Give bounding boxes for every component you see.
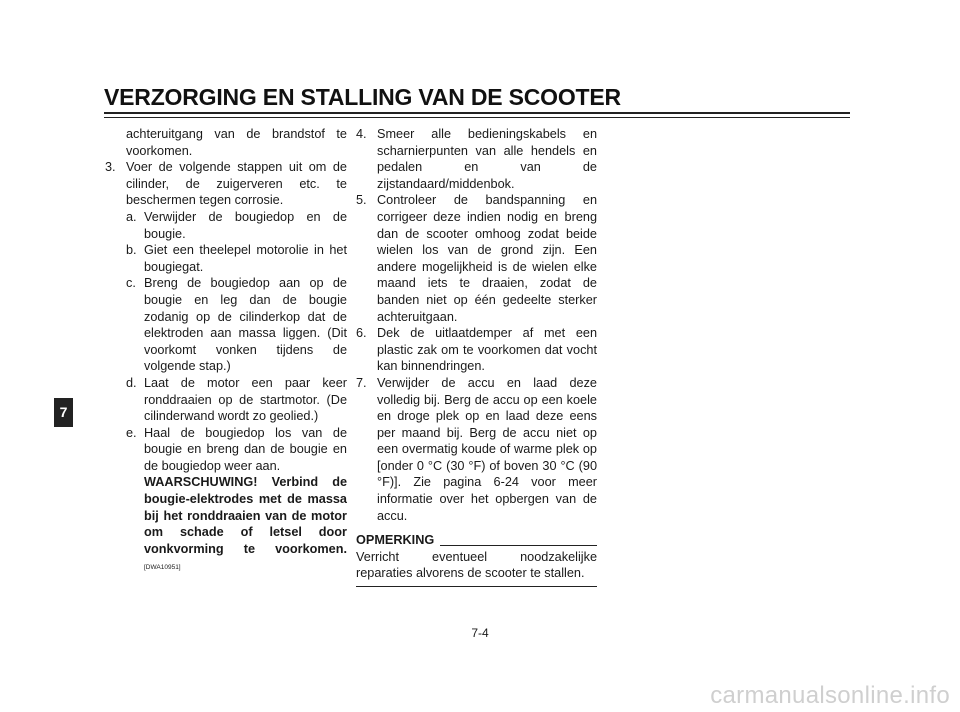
step-3 bbox=[105, 159, 347, 209]
substep-label: b. bbox=[126, 243, 137, 258]
substep-label: a. bbox=[126, 209, 137, 224]
substep-label: e. bbox=[126, 425, 137, 440]
page-number: 7-4 bbox=[471, 626, 489, 640]
step-number: 4. bbox=[356, 127, 367, 141]
chapter-tab: 7 bbox=[54, 398, 73, 427]
header-rule-thick bbox=[104, 112, 850, 114]
warning-block bbox=[105, 474, 347, 577]
step-7 bbox=[356, 375, 597, 524]
page-title: VERZORGING EN STALLING VAN DE SCOOTER bbox=[104, 84, 621, 110]
step-5 bbox=[356, 192, 597, 325]
left-column bbox=[105, 126, 347, 577]
step-number: 5. bbox=[356, 193, 367, 208]
substep-a bbox=[105, 209, 347, 242]
substep-text: Laat de motor een paar keer ronddraaien op de startmotor. (De cilinderwand wordt zo geolied.) bbox=[144, 375, 347, 424]
step-number: 7. bbox=[356, 375, 367, 390]
note-box bbox=[356, 532, 597, 587]
step-text: Controleer de bandspanning en corrigeer deze indien nodig en breng dan de scooter omhoog zodat beide wielen los van de grond zijn. Een andere mogelijkheid is de wielen elke maand iets te draaien, zodat de banden niet op één gedeelte sterker achteruitgaan. bbox=[377, 193, 597, 324]
substep-text: Verwijder de bougiedop en de bougie. bbox=[144, 209, 347, 241]
substep-c bbox=[105, 275, 347, 375]
substep-d bbox=[105, 375, 347, 425]
substep-label: d. bbox=[126, 375, 137, 390]
step-number: 6. bbox=[356, 326, 367, 341]
header-rule-thin bbox=[104, 117, 850, 118]
page-header bbox=[104, 84, 850, 120]
substep-label: c. bbox=[126, 276, 136, 291]
warning-code: [DWA10951] bbox=[144, 564, 181, 572]
step-text: Dek de uitlaatdemper af met een plastic zak om te voorkomen dat vocht kan binnendringen. bbox=[377, 326, 597, 374]
step-text: Smeer alle bedieningskabels en scharnierpunten van alle hendels en pedalen en van de zijstandaard/middenbok. bbox=[377, 127, 597, 191]
watermark: carmanualsonline.info bbox=[710, 682, 950, 709]
note-text: Verricht eventueel noodzakelijke reparaties alvorens de scooter te stallen. bbox=[356, 549, 597, 581]
substep-text: Haal de bougiedop los van de bougie en breng dan de bougie en de bougiedop weer aan. bbox=[144, 425, 347, 473]
substep-e bbox=[105, 425, 347, 475]
right-column bbox=[356, 126, 597, 587]
substep-text: Breng de bougiedop aan op de bougie en leg dan de bougie zodanig op de cilinderkop dat de elektroden aan massa liggen. (Dit voorkomt vonken tijdens de volgende stap.) bbox=[144, 276, 347, 374]
step-4 bbox=[356, 126, 597, 192]
step-text: Verwijder de accu en laad deze volledig bij. Berg de accu op een koele en droge plek op en laad deze eens per maand bij. Berg de accu niet op een overmatig koude of warme plek op [onder 0 °C (30 °F) of boven 30 °C (90 °F)]. Zie pagina 6-24 voor meer informatie over het opbergen van de accu. bbox=[377, 375, 597, 523]
step-text: Voer de volgende stappen uit om de cilinder, de zuigerveren etc. te beschermen tegen corrosie. bbox=[126, 160, 347, 208]
step-number: 3. bbox=[105, 160, 116, 175]
note-title: OPMERKING bbox=[356, 533, 435, 548]
note-rule bbox=[440, 545, 597, 546]
note-header bbox=[356, 532, 597, 549]
substep-text: Giet een theelepel motorolie in het bougiegat. bbox=[144, 243, 347, 274]
substep-b bbox=[105, 242, 347, 275]
warning-text: WAARSCHUWING! Verbind de bougie-elektrodes met de massa bij het ronddraaien van de motor om schade of letsel door vonkvorming te voorkomen. bbox=[144, 475, 347, 556]
step-6 bbox=[356, 325, 597, 375]
note-end-rule bbox=[356, 586, 597, 587]
intro-text: achteruitgang van de brandstof te voorkomen. bbox=[126, 127, 347, 158]
